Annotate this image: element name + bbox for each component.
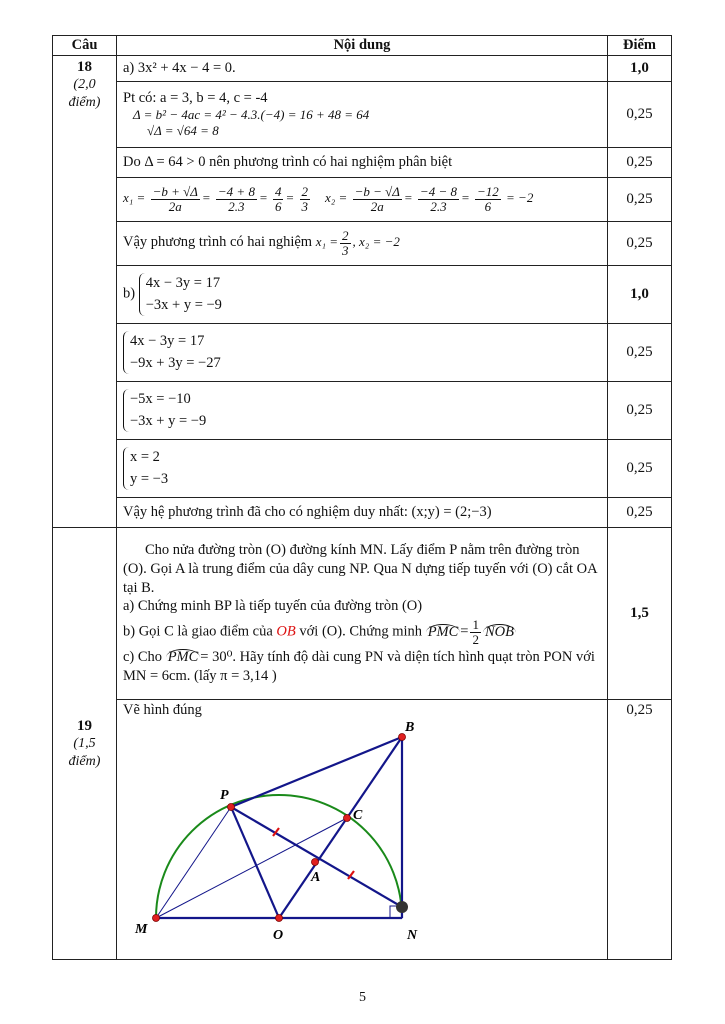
q19-part-a: a) Chứng minh BP là tiếp tuyến của đường tròn (O) xyxy=(123,598,423,615)
q19-intro: Cho nửa đường tròn (O) đường kính MN. Lấy điểm P nằm trên đường tròn (O). Gọi A là trung điểm của dây cung NP. Qua N dựng tiếp tuyến với (O) cắt OA tại B. xyxy=(123,541,597,596)
q18b-step2: −5x = −10 −3x + y = −9 xyxy=(117,382,608,440)
q18a-discriminant-note: Do Δ = 64 > 0 nên phương trình có hai nghiệm phân biệt xyxy=(117,148,608,178)
q18a-score: 1,0 xyxy=(608,56,672,82)
q19-figure-cell xyxy=(117,700,608,960)
q18b-step1: 4x − 3y = 17 −9x + 3y = −27 xyxy=(117,324,608,382)
q19-score: 1,5 xyxy=(608,528,672,700)
geometry-figure xyxy=(123,719,603,955)
point-M xyxy=(153,915,160,922)
label-M: M xyxy=(135,922,148,937)
q18a-sqrt-delta: √Δ = √64 = 8 xyxy=(147,123,219,138)
q18-number: 18 xyxy=(77,59,92,75)
label-A: A xyxy=(311,870,321,885)
q19-problem xyxy=(117,528,608,700)
point-C xyxy=(344,815,351,822)
label-B: B xyxy=(405,720,415,735)
q19-part-b: b) Gọi C là giao điểm của OB với (O). Chứng minh PMC = $\frac{1}{2}$ NOB xyxy=(123,617,514,647)
point-N-dot xyxy=(396,901,408,913)
answer-table xyxy=(52,35,672,960)
q19-points: (1,5 điểm) xyxy=(68,735,101,769)
q18a-coefficients: Pt có: a = 3, b = 4, c = -4 xyxy=(123,90,268,106)
label-P: P xyxy=(220,788,229,803)
q18a-score-1: 0,25 xyxy=(608,82,672,148)
q18b-title: b) 4x − 3y = 17 −3x + y = −9 xyxy=(117,266,608,324)
q18a-delta-cell xyxy=(117,82,608,148)
q18b-score: 1,0 xyxy=(608,266,672,324)
segment-MP xyxy=(156,807,231,918)
q18a-score-4: 0,25 xyxy=(608,222,672,266)
q18a-conclusion: Vậy phương trình có hai nghiệm x₁ = $\frac{2}{3}$ , x₂ = −2 xyxy=(117,222,608,266)
segment-PB xyxy=(231,737,402,807)
q19-draw-score: 0,25 xyxy=(608,700,672,960)
header-cau: Câu xyxy=(53,36,117,56)
semicircle-arc xyxy=(156,795,402,918)
q18a-title: a) 3x² + 4x − 4 = 0. xyxy=(117,56,608,82)
header-noidung: Nội dung xyxy=(117,36,608,56)
header-row xyxy=(53,36,672,56)
q19-part-c: c) Cho PMC = 30⁰. Hãy tính độ dài cung PN và diện tích hình quạt tròn PON với MN = 6cm. (lấy π = 3,14 ) xyxy=(123,649,595,685)
label-C: C xyxy=(353,808,363,823)
q19-draw-label: Vẽ hình đúng xyxy=(123,702,202,718)
header-diem: Điểm xyxy=(608,36,672,56)
q19-number: 19 xyxy=(77,717,92,734)
q18-number-cell xyxy=(53,56,117,528)
segment-OB xyxy=(279,737,402,918)
point-P xyxy=(228,804,235,811)
label-O: O xyxy=(273,928,284,943)
q19-number-cell xyxy=(53,528,117,960)
q18a-delta: Δ = b² − 4ac = 4² − 4.3.(−4) = 16 + 48 = 64 xyxy=(133,107,370,122)
q18b-conclusion: Vậy hệ phương trình đã cho có nghiệm duy nhất: (x;y) = (2;−3) xyxy=(117,498,608,528)
q18b-score-3: 0,25 xyxy=(608,440,672,498)
segment-MC xyxy=(156,818,347,918)
point-O xyxy=(276,915,283,922)
q18b-score-2: 0,25 xyxy=(608,382,672,440)
q18b-score-1: 0,25 xyxy=(608,324,672,382)
q18a-score-2: 0,25 xyxy=(608,148,672,178)
q18a-score-3: 0,25 xyxy=(608,178,672,222)
segment-PO xyxy=(231,807,279,918)
q18-points: (2,0 điểm) xyxy=(68,77,101,110)
segment-PN xyxy=(231,807,402,907)
q18b-score-4: 0,25 xyxy=(608,498,672,528)
q18b-step3: x = 2 y = −3 xyxy=(117,440,608,498)
label-N: N xyxy=(407,928,418,943)
q18a-roots-formula: x₁ = $\frac{-b + √\Delta}{2a}$ = $\frac{-4 + 8}{2.3}$ = $\frac{4}{6}$ = $\frac{2}{3}$ x₂ = $\frac{-b - √\Delta}{2a}$ = $\frac{-4 - 8}{2.3}$ = $\frac{-12}{6}$ = −2 xyxy=(117,178,608,222)
point-A xyxy=(312,859,319,866)
page-number: 5 xyxy=(359,990,366,1005)
